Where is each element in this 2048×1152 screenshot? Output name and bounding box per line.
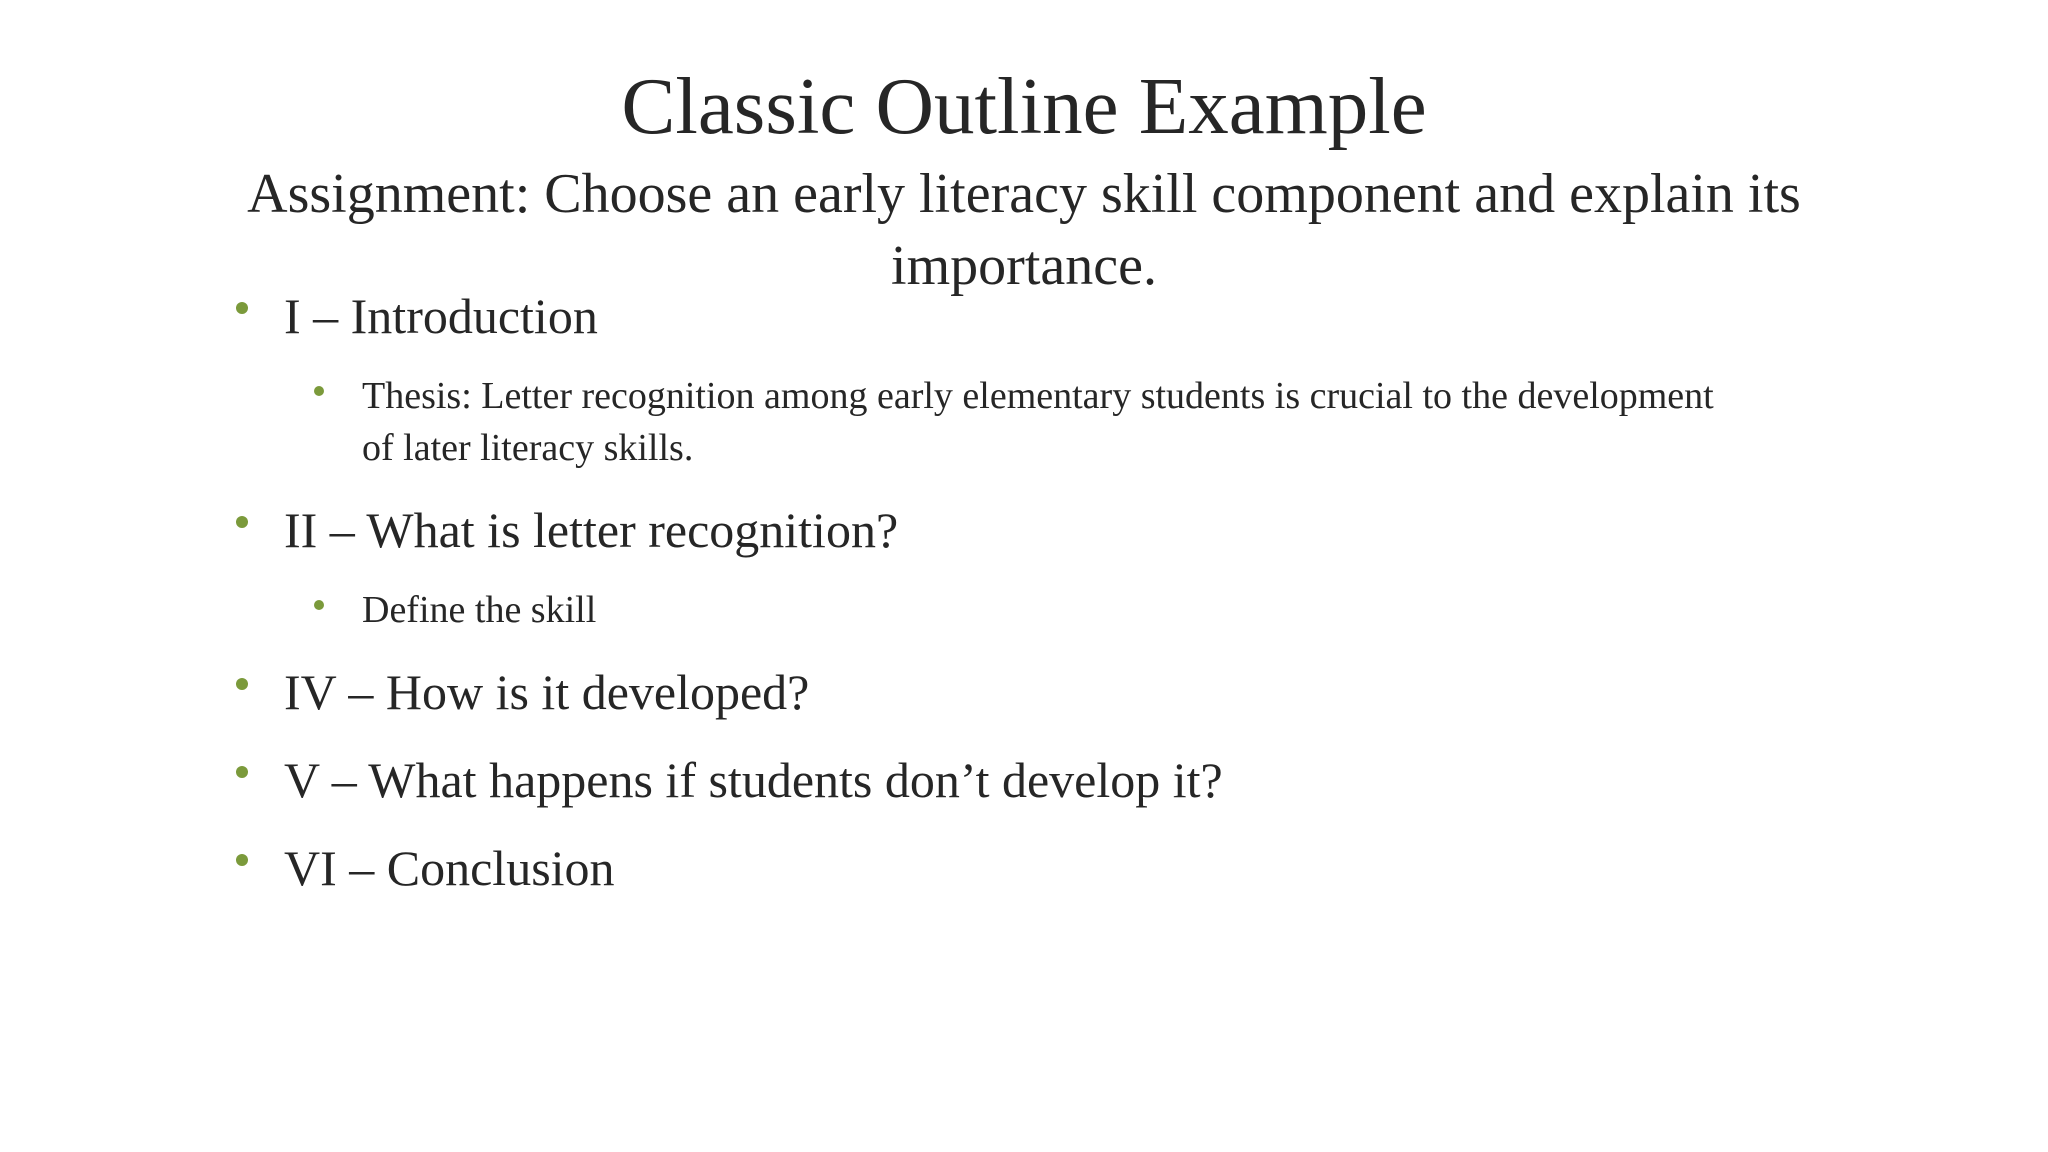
outline-item-label: I – Introduction xyxy=(284,288,598,344)
bullet-icon xyxy=(236,516,248,528)
slide-subtitle: Assignment: Choose an early literacy skill component and explain its importance. xyxy=(247,163,1801,297)
bullet-icon xyxy=(236,854,248,866)
outline-item-what-happens xyxy=(236,750,1836,810)
slide-title: Classic Outline Example xyxy=(621,61,1427,151)
outline-subitem-label: Thesis: Letter recognition among early elementary students is crucial to the development of later literacy skills. xyxy=(362,375,1714,469)
outline-list xyxy=(236,286,1836,898)
outline-subitem-label: Define the skill xyxy=(362,589,597,631)
outline-subitem-define-skill xyxy=(314,584,1722,636)
outline-item-introduction xyxy=(236,286,1836,346)
outline-item-what-is-letter-recognition xyxy=(236,500,1836,560)
bullet-icon xyxy=(236,302,248,314)
outline-item-label: V – What happens if students don’t develop it? xyxy=(284,752,1223,808)
bullet-icon xyxy=(314,600,324,610)
bullet-icon xyxy=(314,386,324,396)
outline-item-label: IV – How is it developed? xyxy=(284,664,810,720)
outline-subitem-thesis xyxy=(314,370,1722,474)
outline-item-conclusion xyxy=(236,838,1836,898)
outline-item-label: VI – Conclusion xyxy=(284,840,615,896)
outline-item-label: II – What is letter recognition? xyxy=(284,502,899,558)
outline-item-how-developed xyxy=(236,662,1836,722)
bullet-icon xyxy=(236,678,248,690)
bullet-icon xyxy=(236,766,248,778)
